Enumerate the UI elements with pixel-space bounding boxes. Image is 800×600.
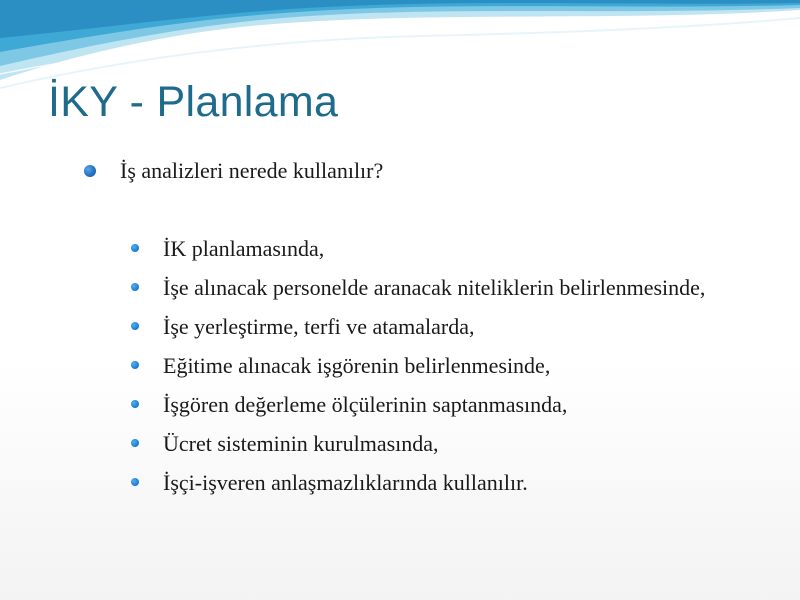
- main-bullet-list: [84, 156, 764, 186]
- bullet-dot-icon: [131, 439, 139, 447]
- bullet-dot-icon: [131, 283, 139, 291]
- bullet-dot-icon: [84, 165, 96, 177]
- question-item: [84, 156, 764, 186]
- list-item: [130, 233, 754, 264]
- bullet-dot-icon: [131, 361, 139, 369]
- bullet-dot-icon: [131, 244, 139, 252]
- list-item-text: Ücret sisteminin kurulmasında,: [163, 431, 439, 456]
- bullet-dot-icon: [131, 478, 139, 486]
- list-item: [130, 350, 754, 381]
- list-item: [130, 467, 754, 498]
- list-item-text: Eğitime alınacak işgörenin belirlenmesinde,: [163, 353, 551, 378]
- list-item: [130, 272, 754, 303]
- list-item-text: İşe yerleştirme, terfi ve atamalarda,: [163, 314, 475, 339]
- list-item: [130, 311, 754, 342]
- bullet-dot-icon: [131, 400, 139, 408]
- slide-title: İKY - Planlama: [48, 78, 339, 126]
- list-item-text: İşgören değerleme ölçülerinin saptanmasında,: [163, 392, 568, 417]
- list-item-text: İşe alınacak personelde aranacak niteliklerin belirlenmesinde,: [163, 275, 706, 300]
- list-item: [130, 428, 754, 459]
- uses-list: [130, 233, 754, 506]
- list-item-text: İK planlamasında,: [163, 236, 325, 261]
- list-item: [130, 389, 754, 420]
- bullet-dot-icon: [131, 322, 139, 330]
- list-item-text: İşçi-işveren anlaşmazlıklarında kullanılır.: [163, 470, 528, 495]
- question-text: İş analizleri nerede kullanılır?: [120, 158, 384, 183]
